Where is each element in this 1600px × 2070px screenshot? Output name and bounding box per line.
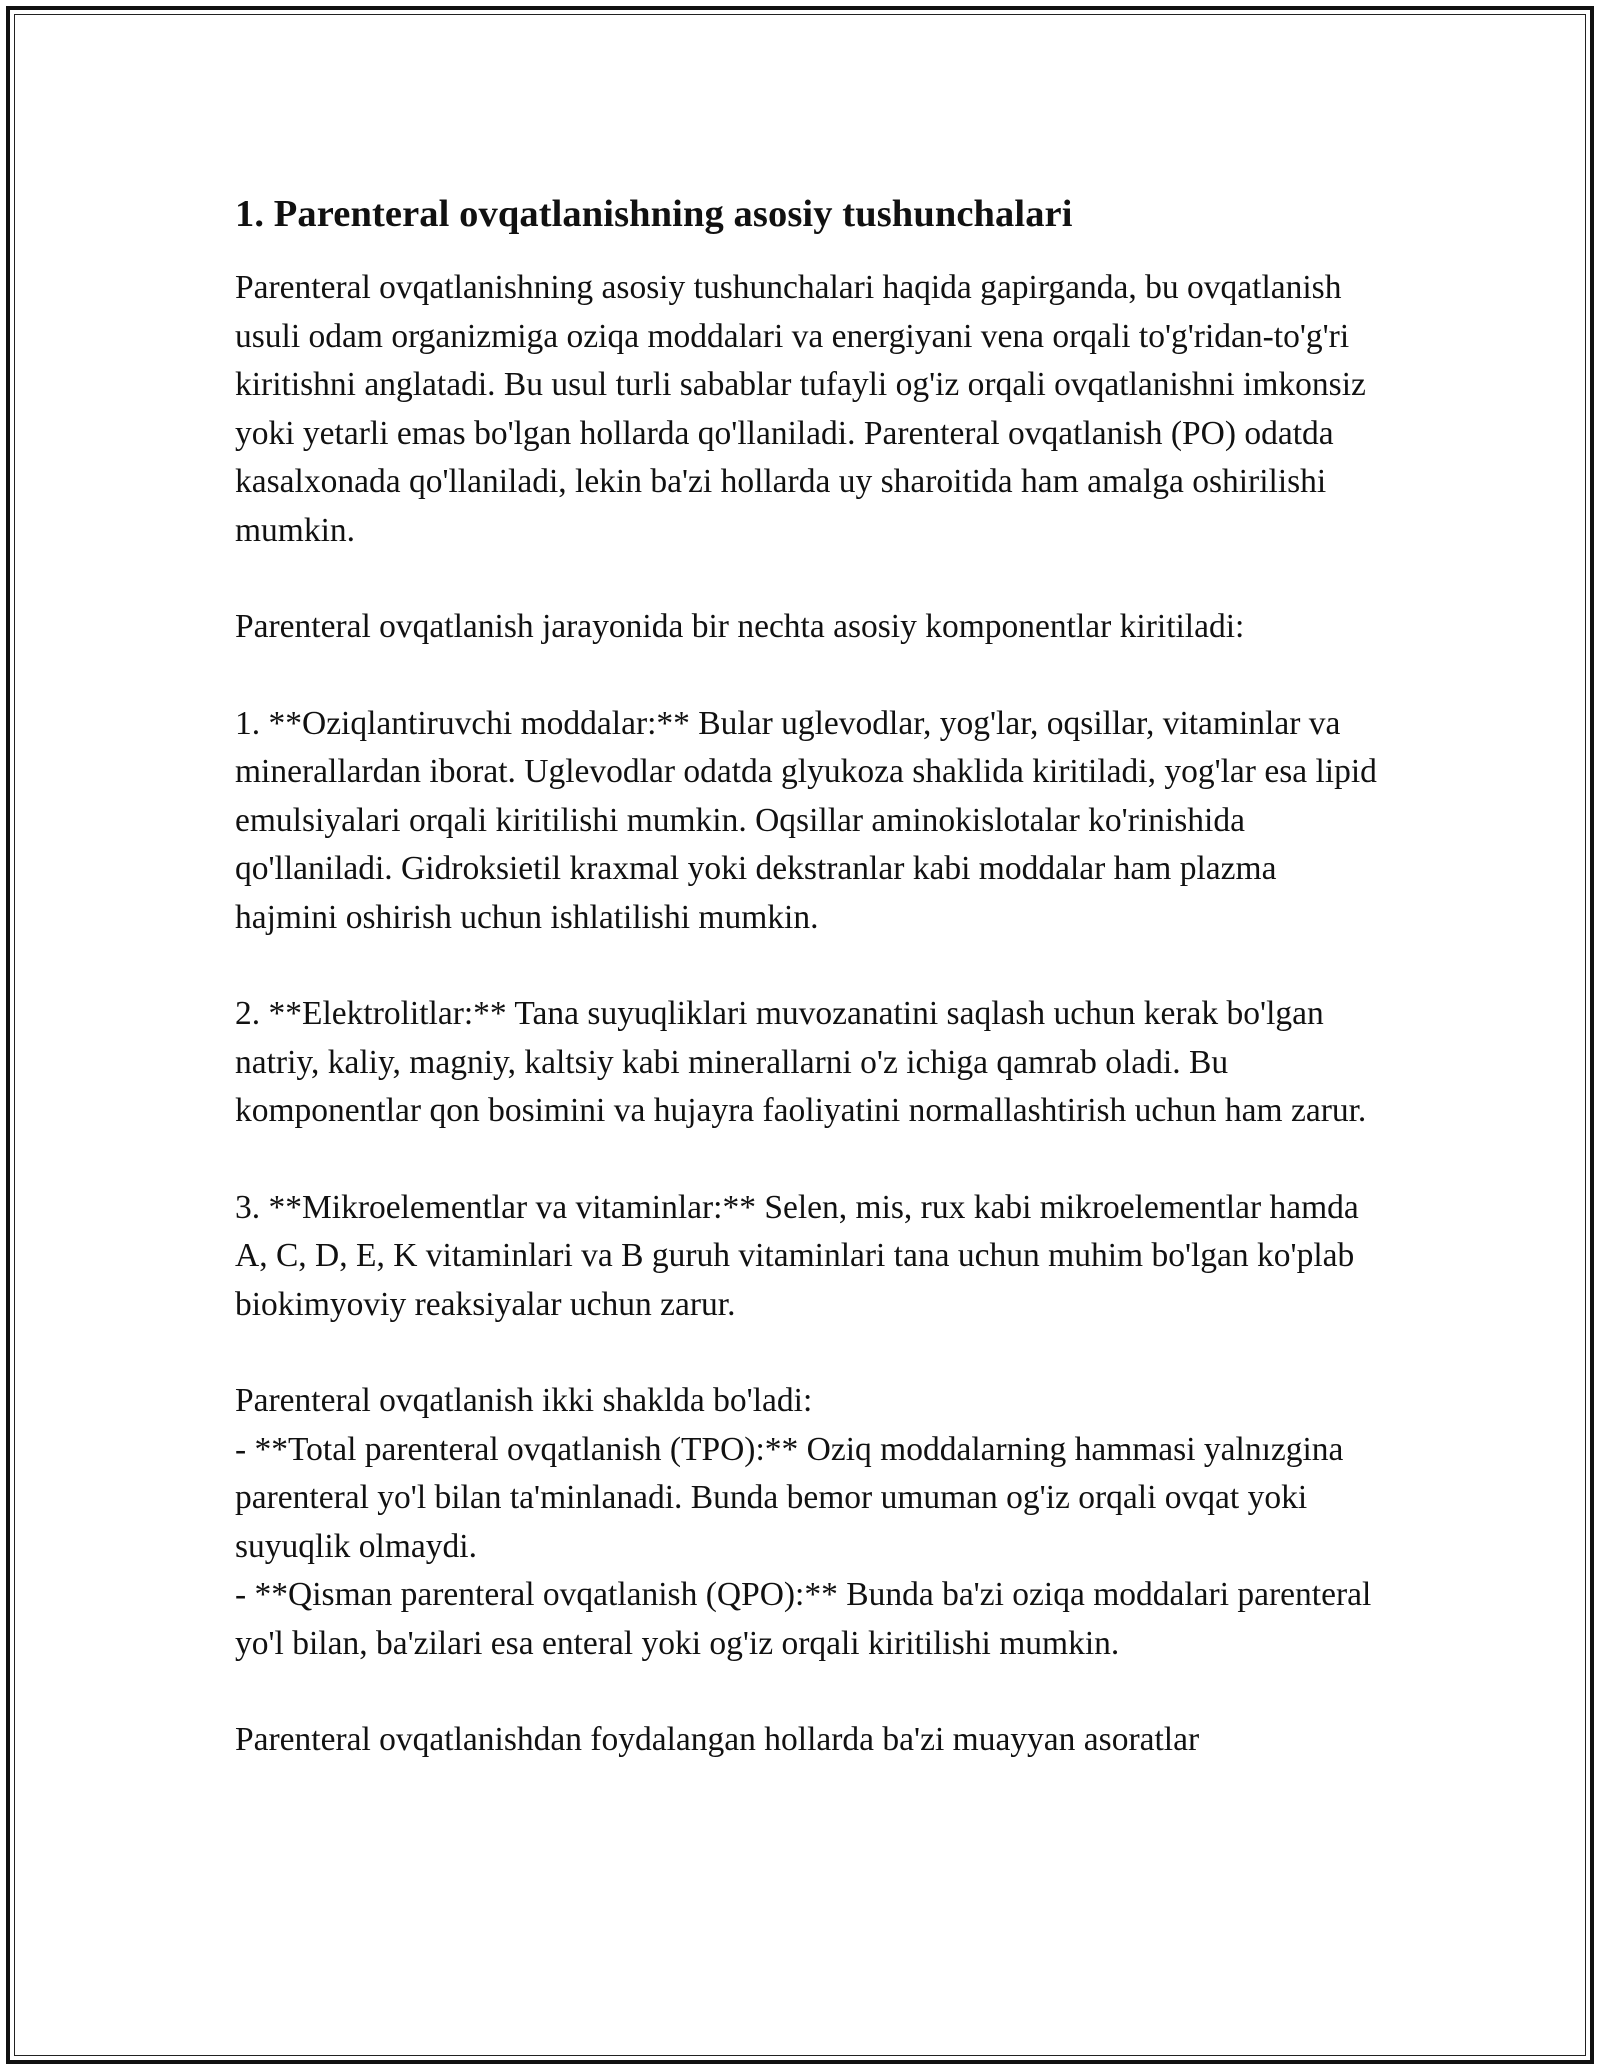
electrolytes-paragraph: 2. **Elektrolitlar:** Tana suyuqliklari muvozanatini saqlash uchun kerak bo'lgan natriy, kaliy, magniy, kaltsiy kabi minerallarni o'z ichiga qamrab oladi. Bu komponentlar qon bosimini va hujayra faoliyatini normallashtirish uchun ham zarur. [235,995,1367,1129]
components-intro-paragraph: Parenteral ovqatlanish jarayonida bir nechta asosiy komponentlar kiritiladi: [235,608,1245,645]
last-paragraph: Parenteral ovqatlanishdan foydalangan hollarda ba'zi muayyan asoratlar [235,1721,1200,1758]
nutrients-paragraph: 1. **Oziqlantiruvchi moddalar:** Bular uglevodlar, yog'lar, oqsillar, vitaminlar va minerallardan iborat. Uglevodlar odatda glyukoza shaklida kiritiladi, yog'lar esa lipid emulsiyalari orqali kiritilishi mumkin. Oqsillar aminokislotalar ko'rinishida qo'llaniladi. Gidroksietil kraxmal yoki dekstranlar kabi moddalar ham plazma hajmini oshirish uchun ishlatilishi mumkin. [235,704,1377,936]
intro-paragraph: Parenteral ovqatlanishning asosiy tushunchalari haqida gapirganda, bu ovqatlanish usuli odam organizmiga oziqa moddalari va energiyani vena orqali to'g'ridan-to'g'ri kiritishni anglatadi. Bu usul turli sabablar tufayli og'iz orqali ovqatlanishni imkonsiz yoki yetarli emas bo'lgan hollarda qo'llaniladi. Parenteral ovqatlanish (PO) odatda kasalxonada qo'llaniladi, lekin ba'zi hollarda uy sharoitida ham amalga oshirilishi mumkin. [235,269,1366,549]
section-heading: 1. Parenteral ovqatlanishning asosiy tushunchalari [235,193,1073,235]
forms-item-qpo: - **Qisman parenteral ovqatlanish (QPO):** Bunda ba'zi oziqa moddalari parenteral yo'l bilan, ba'zilari esa enteral yoki og'iz orqali kiritilishi mumkin. [235,1576,1372,1662]
forms-item-tpo: - **Total parenteral ovqatlanish (TPO):** Oziq moddalarning hammasi yalnızgina parenteral yo'l bilan ta'minlanadi. Bunda bemor umuman og'iz orqali ovqat yoki suyuqlik olmaydi. [235,1430,1344,1565]
forms-block [235,1377,1385,1668]
document-body [235,186,1385,1765]
microelements-paragraph: 3. **Mikroelementlar va vitaminlar:** Selen, mis, rux kabi mikroelementlar hamda A, C, D, E, K vitaminlari va B guruh vitaminlari tana uchun muhim bo'lgan ko'plab biokimyoviy reaksiyalar uchun zarur. [235,1188,1359,1323]
forms-intro: Parenteral ovqatlanish ikki shaklda bo'ladi: [235,1382,813,1419]
